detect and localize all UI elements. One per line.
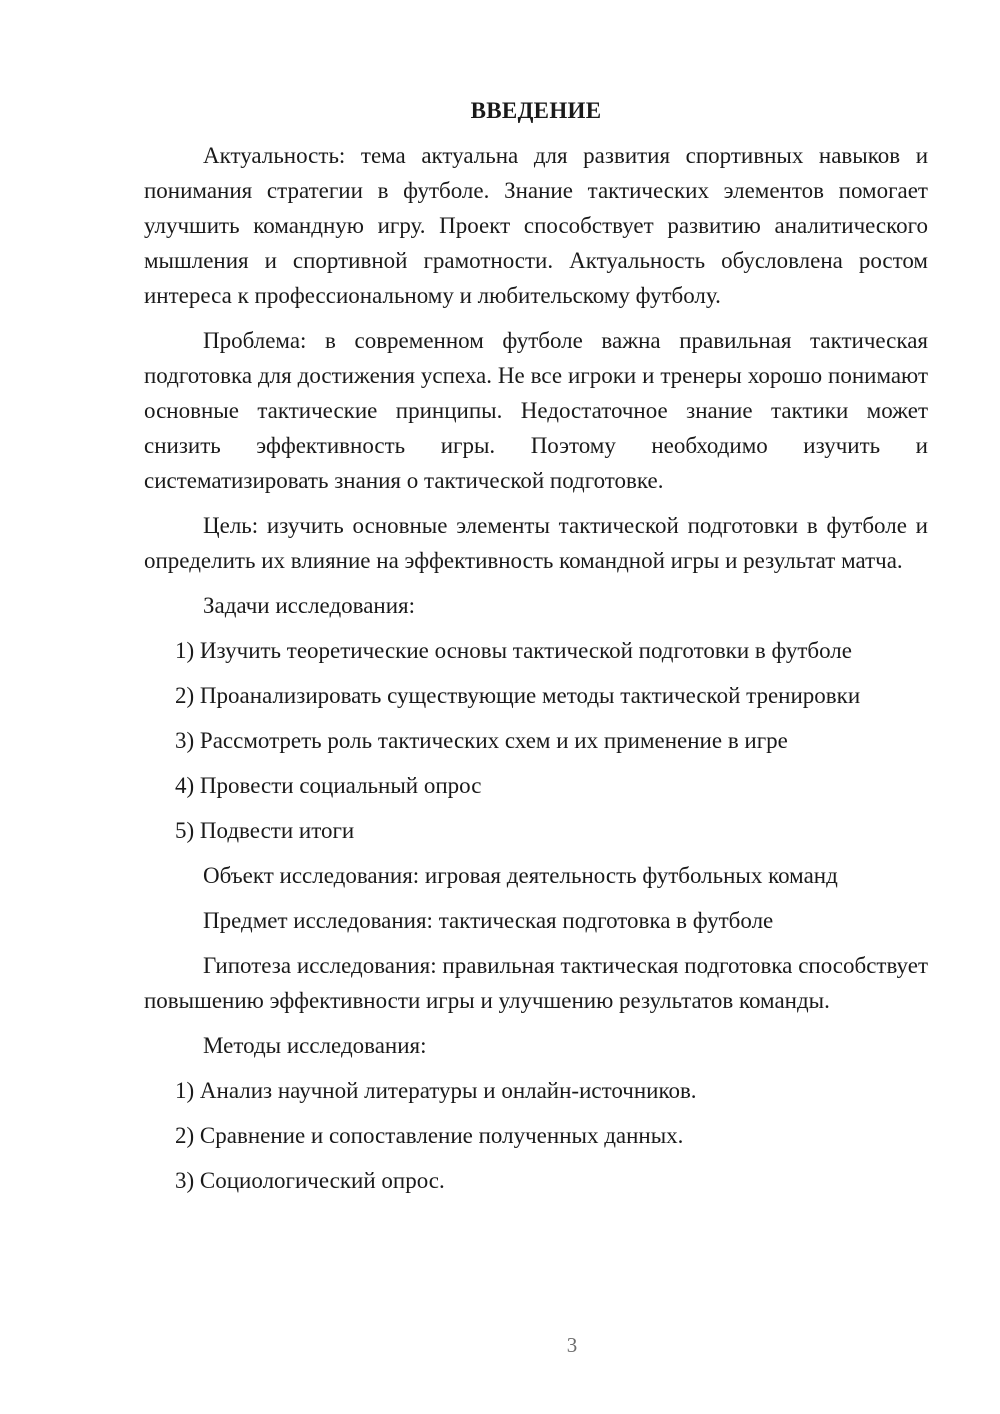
page-content bbox=[144, 96, 928, 1208]
section-title: ВВЕДЕНИЕ bbox=[470, 98, 602, 123]
subject-line: Предмет исследования: тактическая подготовка в футболе bbox=[203, 908, 774, 933]
list-item: 1) Анализ научной литературы и онлайн-источников. bbox=[175, 1078, 697, 1103]
list-item: 1) Изучить теоретические основы тактической подготовки в футболе bbox=[175, 638, 852, 663]
list-item: 3) Рассмотреть роль тактических схем и их применение в игре bbox=[175, 728, 788, 753]
goal-paragraph: Цель: изучить основные элементы тактической подготовки в футболе и определить их влияние на эффективность командной игры и результат матча. bbox=[144, 513, 928, 573]
hypothesis-paragraph: Гипотеза исследования: правильная тактическая подготовка способствует повышению эффективности игры и улучшению результатов команды. bbox=[144, 953, 928, 1013]
object-line: Объект исследования: игровая деятельность футбольных команд bbox=[203, 863, 838, 888]
list-item: 3) Социологический опрос. bbox=[175, 1168, 445, 1193]
methods-heading: Методы исследования: bbox=[203, 1033, 427, 1058]
list-item: 2) Сравнение и сопоставление полученных данных. bbox=[175, 1123, 684, 1148]
problem-paragraph: Проблема: в современном футболе важна правильная тактическая подготовка для достижения успеха. Не все игроки и тренеры хорошо понимают основные тактические принципы. Недостаточное знание тактики может снизить эффективность игры. Поэтому необходимо изучить и систематизировать знания о тактической подготовке. bbox=[144, 328, 928, 493]
tasks-list bbox=[144, 633, 928, 848]
list-item: 2) Проанализировать существующие методы тактической тренировки bbox=[175, 683, 861, 708]
tasks-heading: Задачи исследования: bbox=[203, 593, 416, 618]
methods-list bbox=[144, 1073, 928, 1198]
page-number: 3 bbox=[566, 1333, 578, 1357]
relevance-paragraph: Актуальность: тема актуальна для развития спортивных навыков и понимания стратегии в футболе. Знание тактических элементов помогает улучшить командную игру. Проект способствует развитию аналитического мышления и спортивной грамотности. Актуальность обусловлена ростом интереса к профессиональному и любительскому футболу. bbox=[144, 143, 928, 308]
list-item: 5) Подвести итоги bbox=[175, 818, 355, 843]
list-item: 4) Провести социальный опрос bbox=[175, 773, 482, 798]
